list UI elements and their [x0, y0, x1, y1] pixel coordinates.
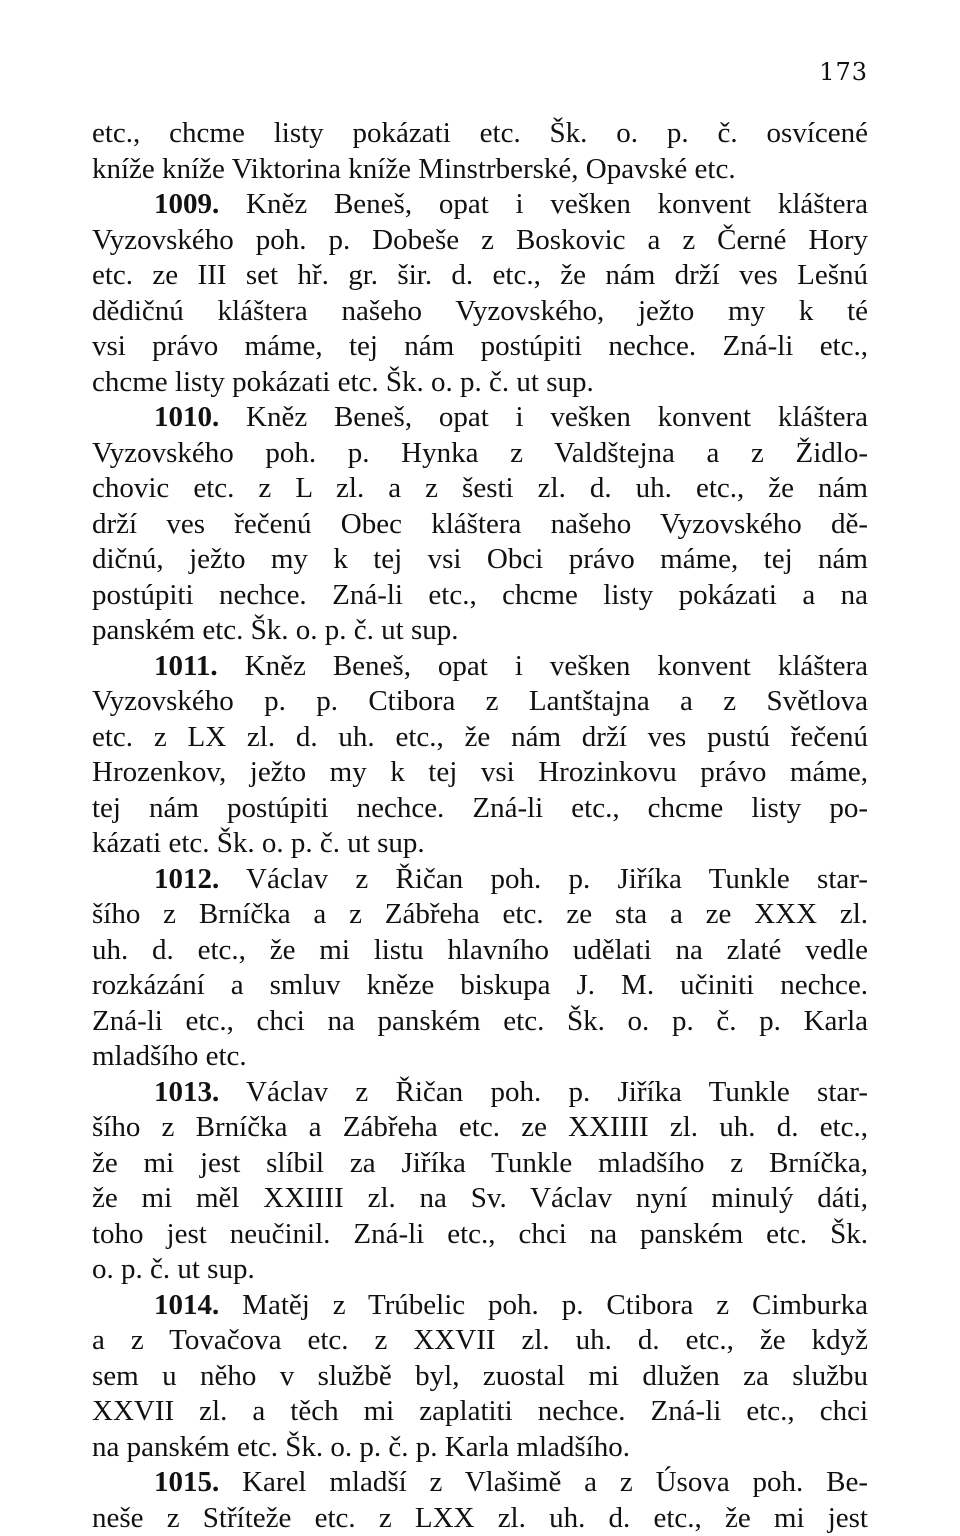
text-line: drží ves řečenú Obec kláštera našeho Vyzovského dě- — [92, 507, 868, 543]
entry-text: Matěj z Trúbelic poh. p. Ctibora z Cimburka — [242, 1289, 868, 1321]
entry-text: Kněz Beneš, opat i vešken konvent kláštera — [246, 401, 868, 433]
text-line: panském etc. Šk. o. p. č. ut sup. — [92, 613, 868, 649]
text-line: šího z Brníčka a Zábřeha etc. ze XXIIII zl. uh. d. etc., — [92, 1110, 868, 1146]
paragraph — [92, 116, 868, 187]
text-line: že mi jest slíbil za Jiříka Tunkle mladšího z Brníčka, — [92, 1146, 868, 1182]
entry-number: 1012. — [154, 863, 219, 895]
text-line: mladšího etc. — [92, 1039, 868, 1075]
text-line: a z Tovačova etc. z XXVII zl. uh. d. etc., že když — [92, 1323, 868, 1359]
text-line: že mi měl XXIIII zl. na Sv. Václav nyní minulý dáti, — [92, 1181, 868, 1217]
paragraph — [92, 649, 868, 862]
text-line — [92, 187, 868, 223]
paragraph — [92, 400, 868, 649]
text-line — [92, 862, 868, 898]
entry-text: Kněz Beneš, opat i vešken konvent kláštera — [245, 650, 868, 682]
text-line: etc., chcme listy pokázati etc. Šk. o. p. č. osvícené — [92, 116, 868, 152]
paragraph — [92, 862, 868, 1075]
text-line: Hrozenkov, ježto my k tej vsi Hrozinkovu právo máme, — [92, 755, 868, 791]
text-line: na panském etc. Šk. o. p. č. p. Karla mladšího. — [92, 1430, 868, 1466]
page-number: 173 — [819, 58, 868, 86]
text-line: dědičnú kláštera našeho Vyzovského, ježto my k té — [92, 294, 868, 330]
text-line: vsi právo máme, tej nám postúpiti nechce. Zná-li etc., — [92, 329, 868, 365]
entry-text: Kněz Beneš, opat i vešken konvent kláštera — [246, 188, 868, 220]
text-line — [92, 1075, 868, 1111]
text-line: etc. z LX zl. d. uh. etc., že nám drží ves pustú řečenú — [92, 720, 868, 756]
text-line: šího z Brníčka a z Zábřeha etc. ze sta a ze XXX zl. — [92, 897, 868, 933]
text-line: toho jest neučinil. Zná-li etc., chci na panském etc. Šk. — [92, 1217, 868, 1253]
text-line: Vyzovského poh. p. Hynka z Valdštejna a z Židlo- — [92, 436, 868, 472]
entry-text: Karel mladší z Vlašimě a z Úsova poh. Be- — [242, 1466, 868, 1498]
entry-text: Václav z Řičan poh. p. Jiříka Tunkle star- — [246, 863, 868, 895]
text-line: uh. d. etc., že mi listu hlavního udělati na zlaté vedle — [92, 933, 868, 969]
entry-number: 1009. — [154, 188, 219, 220]
paragraph — [92, 1075, 868, 1288]
text-line: kázati etc. Šk. o. p. č. ut sup. — [92, 826, 868, 862]
text-line — [92, 1288, 868, 1324]
text-line: postúpiti nechce. Zná-li etc., chcme listy pokázati a na — [92, 578, 868, 614]
text-line: kníže kníže Viktorina kníže Minstrberské, Opavské etc. — [92, 152, 868, 188]
text-line: sem u něho v službě byl, zuostal mi dlužen za službu — [92, 1359, 868, 1395]
text-line: o. p. č. ut sup. — [92, 1252, 868, 1288]
text-line: neše z Stříteže etc. z LXX zl. uh. d. etc., že mi jest — [92, 1501, 868, 1536]
text-line: chcme listy pokázati etc. Šk. o. p. č. ut sup. — [92, 365, 868, 401]
page-text — [92, 116, 868, 1536]
text-line — [92, 649, 868, 685]
entry-number: 1011. — [154, 650, 218, 682]
paragraph — [92, 1288, 868, 1466]
paragraph — [92, 187, 868, 400]
text-line: XXVII zl. a těch mi zaplatiti nechce. Zná-li etc., chci — [92, 1394, 868, 1430]
text-line: etc. ze III set hř. gr. šir. d. etc., že nám drží ves Lešnú — [92, 258, 868, 294]
entry-number: 1013. — [154, 1076, 219, 1108]
entry-text: Václav z Řičan poh. p. Jiříka Tunkle star- — [246, 1076, 868, 1108]
paragraph — [92, 1465, 868, 1536]
entry-number: 1014. — [154, 1289, 219, 1321]
entry-number: 1010. — [154, 401, 219, 433]
text-line: dičnú, ježto my k tej vsi Obci právo máme, tej nám — [92, 542, 868, 578]
text-line: Zná-li etc., chci na panském etc. Šk. o. p. č. p. Karla — [92, 1004, 868, 1040]
text-line: chovic etc. z L zl. a z šesti zl. d. uh. etc., že nám — [92, 471, 868, 507]
entry-number: 1015. — [154, 1466, 219, 1498]
text-line — [92, 400, 868, 436]
text-line: rozkázání a smluv kněze biskupa J. M. učiniti nechce. — [92, 968, 868, 1004]
text-line: Vyzovského poh. p. Dobeše z Boskovic a z Černé Hory — [92, 223, 868, 259]
text-line — [92, 1465, 868, 1501]
text-line: Vyzovského p. p. Ctibora z Lantštajna a z Světlova — [92, 684, 868, 720]
text-line: tej nám postúpiti nechce. Zná-li etc., chcme listy po- — [92, 791, 868, 827]
